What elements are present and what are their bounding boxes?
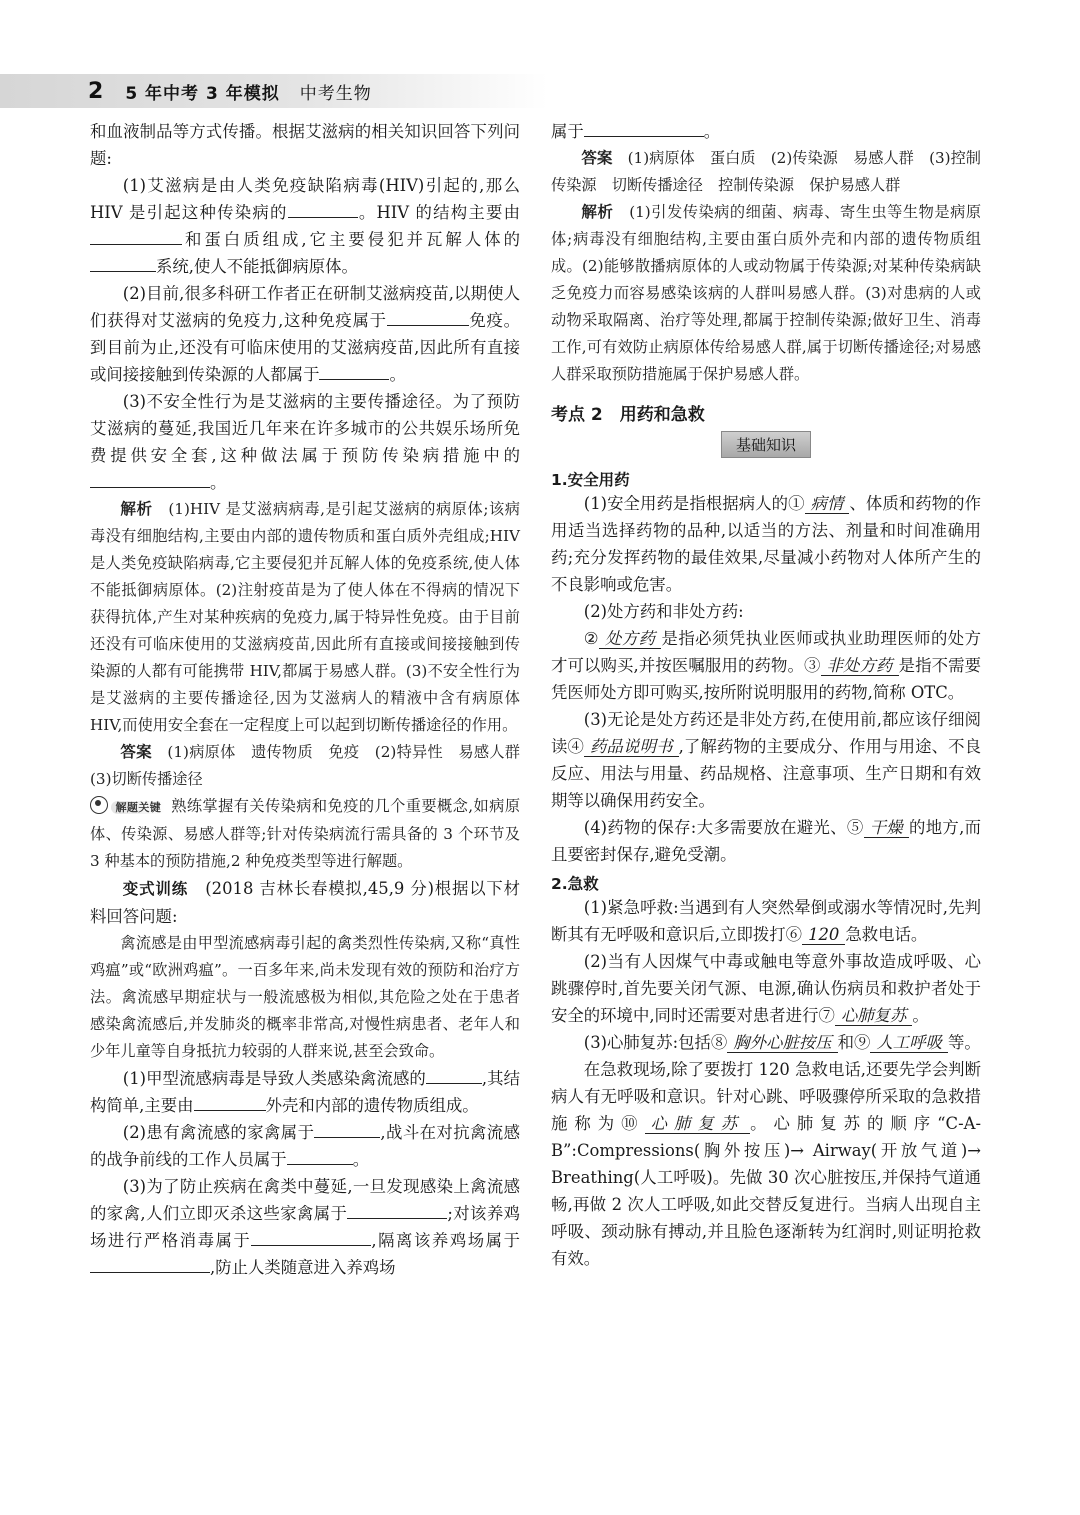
variant-training-header: 变式训练 (2018 吉林长春模拟,45,9 分)根据以下材料回答问题: xyxy=(90,879,520,926)
safe-medication-p4: (3)无论是处方药还是非处方药,在使用前,都应该仔细阅读④ 药品说明书 ,了解药物的主要成分、作用与用途、不良反应、用法与用量、药品规格、注意事项、生产日期和有效期等以确保用药安全。 xyxy=(551,710,982,810)
filled-answer: 胸外心脏按压 xyxy=(727,1033,837,1053)
analysis-block: 解析 (1)引发传染病的细菌、病毒、寄生虫等生物是病原体;病毒没有细胞结构,主要由蛋白质外壳和内部的遗传物质组成。(2)能够散播病原体的人或动物属于传染源;对某种传染病缺乏免疫力而容易感染该病的人群叫易感人群。(3)对患病的人或动物采取隔离、治疗等处理,都属于控制传染源;做好卫生、消毒工作,可有效防止病原体传给易感人群,属于切断传播途径;对易感人群采取预防措施属于保护易感人群。 xyxy=(551,203,982,383)
answer-blank[interactable] xyxy=(319,361,389,380)
key-point-block: 解题关键 熟练掌握有关传染病和免疫的几个重要概念,如病原体、传染源、易感人群等;针对传染病流行需具备的 3 个环节及 3 种基本的预防措施,2 种免疫类型等进行解题。 xyxy=(90,797,521,870)
answer-blank[interactable] xyxy=(426,1065,482,1084)
first-aid-p3: (3)心肺复苏:包括⑧ 胸外心脏按压 和⑨ 人工呼吸 等。 xyxy=(583,1033,981,1052)
first-aid-p1: (1)紧急呼救:当遇到有人突然晕倒或溺水等情况时,先判断其有无呼吸和意识后,立即拨打⑥ 120 急救电话。 xyxy=(551,898,981,944)
first-aid-p2: (2)当有人因煤气中毒或触电等意外事故造成呼吸、心跳骤停时,首先要关闭气源、电源,确认伤病员和救护者处于安全的环境中,同时还需要对患者进行⑦ 心肺复苏 。 xyxy=(551,952,981,1025)
answer-blank[interactable] xyxy=(288,199,358,218)
material-text: 禽流感是由甲型流感病毒引起的禽类烈性传染病,又称“真性鸡瘟”或“欧洲鸡瘟”。一百多年来,尚未发现有效的预防和治疗方法。禽流感早期症状与一般流感极为相似,其危险之处在于患者感染禽流感后,并发肺炎的概率非常高,对慢性病患者、老年人和少年儿童等自身抵抗力较弱的人群来说,甚至会致命。 xyxy=(90,934,520,1060)
filled-answer: 非处方药 xyxy=(821,656,899,676)
safe-medication-p3: ② 处方药 是指必须凭执业医师或执业助理医师的处方才可以购买,并按医嘱服用的药物。③ 非处方药 是指不需要凭医师处方即可购买,按所附说明服用的药物,简称 OTC。 xyxy=(551,629,982,702)
page-number: 2 xyxy=(88,78,104,104)
question-3: (3)不安全性行为是艾滋病的主要传播途径。为了预防艾滋病的蔓延,我国近几年来在许多城市的公共娱乐场所免费提供安全套,这种做法属于预防传染病措施中的。 xyxy=(90,392,520,492)
first-aid-p4: 在急救现场,除了要拨打 120 急救电话,还要先学会判断病人有无呼吸和意识。针对心跳、呼吸骤停所采取的急救措施称为⑩ 心肺复苏 。心肺复苏的顺序“C-A-B”:Compressions(胸外按压)→ Airway(开放气道)→ Breathing(人工呼吸)。先做 30 次心脏按压,并保持气道通畅,再做 2 次人工呼吸,如此交替反复进行。当病人出现自主呼吸、颈动脉有搏动,并且脸色逐渐转为红润时,则证明抢救有效。 xyxy=(551,1060,982,1268)
basic-knowledge-badge: 基础知识 xyxy=(721,431,811,458)
book-subject: 中考生物 xyxy=(299,83,372,104)
analysis-label: 解析 xyxy=(120,500,153,518)
answer-blank[interactable] xyxy=(387,307,469,326)
right-column xyxy=(551,118,981,1272)
answer-blank[interactable] xyxy=(287,1146,353,1165)
variant-question-1: (1)甲型流感病毒是导致人类感染禽流感的 ,其结构简单,主要由 外壳和内部的遗传物质组成。 xyxy=(90,1065,520,1119)
section-title: 考点 2 用药和急救 xyxy=(551,405,705,425)
analysis-label: 解析 xyxy=(581,203,614,221)
question-2: (2)目前,很多科研工作者正在研制艾滋病疫苗,以期使人们获得对艾滋病的免疫力,这种免疫属于 免疫。到目前为止,还没有可临床使用的艾滋病疫苗,因此所有直接或间接接触到传染源的人都属于 。 xyxy=(90,284,520,384)
filled-answer: 药品说明书 xyxy=(584,737,679,757)
answer-blank[interactable] xyxy=(90,226,182,245)
analysis-block: 解析 (1)HIV 是艾滋病病毒,是引起艾滋病的病原体;该病毒没有细胞结构,主要由内部的遗传物质和蛋白质外壳组成;HIV 是人类免疫缺陷病毒,它主要侵犯并瓦解人体的免疫系统,使人体不能抵御病原体。(2)注射疫苗是为了使人体在不得病的情况下获得抗体,产生对某种疾病的免疫力,属于特异性免疫。由于目前还没有可临床使用的艾滋病疫苗,因此所有直接或间接接触到传染源的人都有可能携带 HIV,都属于易感人群。(3)不安全性行为是艾滋病的主要传播途径,因为艾滋病人的精液中含有病原体 HIV,而使用安全套在一定程度上可以起到切断传播途径的作用。 xyxy=(90,500,520,734)
answer-label: 答案 xyxy=(581,149,613,167)
key-point-label: 解题关键 xyxy=(111,801,165,814)
answer-blank[interactable] xyxy=(251,1227,371,1246)
filled-answer: 处方药 xyxy=(599,629,662,649)
answer-block: 答案 (1)病原体 蛋白质 (2)传染源 易感人群 (3)控制传染源 切断传播途径 控制传染源 保护易感人群 xyxy=(551,149,981,194)
page-header xyxy=(88,76,372,106)
filled-answer: 心肺复苏 xyxy=(645,1114,751,1134)
book-title: 5 年中考 3 年模拟 xyxy=(125,83,280,104)
answer-label: 答案 xyxy=(120,743,152,761)
answer-blank[interactable] xyxy=(314,1119,380,1138)
answer-block: 答案 (1)病原体 遗传物质 免疫 (2)特异性 易感人群 (3)切断传播途径 xyxy=(90,743,536,788)
question-1: (1)艾滋病是由人类免疫缺陷病毒(HIV)引起的,那么 HIV 是引起这种传染病的 。HIV 的结构主要由和蛋白质组成,它主要侵犯并瓦解人体的系统,使人不能抵御病原体。 xyxy=(90,176,520,276)
answer-blank[interactable] xyxy=(90,469,210,488)
filled-answer: 干燥 xyxy=(864,818,909,838)
filled-answer: 心肺复苏 xyxy=(835,1006,913,1026)
variant-question-2: (2)患有禽流感的家禽属于 ,战斗在对抗禽流感的战争前线的工作人员属于 。 xyxy=(90,1119,520,1173)
filled-answer: 病情 xyxy=(805,494,850,514)
answer-blank[interactable] xyxy=(347,1200,447,1219)
question-continuation: 属于 。 xyxy=(551,118,981,145)
answer-blank[interactable] xyxy=(194,1092,266,1111)
answer-blank[interactable] xyxy=(584,118,704,137)
filled-answer: 120 xyxy=(802,925,845,945)
variant-question-3: (3)为了防止疾病在禽类中蔓延,一旦发现感染上禽流感的家禽,人们立即灭杀这些家禽属于 ;对该养鸡场进行严格消毒属于 ,隔离该养鸡场属于,防止人类随意进入养鸡场 xyxy=(90,1177,520,1277)
filled-answer: 人工呼吸 xyxy=(870,1033,948,1053)
variant-label: 变式训练 xyxy=(122,880,189,898)
left-column xyxy=(90,118,536,1281)
safe-medication-p5: (4)药物的保存:大多需要放在避光、⑤ 干燥 的地方,而且要密封保存,避免受潮。 xyxy=(551,818,981,864)
subsection-title-safe-medication: 1.安全用药 xyxy=(551,471,630,489)
answer-blank[interactable] xyxy=(90,253,156,272)
safe-medication-p2: (2)处方药和非处方药: xyxy=(583,602,744,621)
answer-blank[interactable] xyxy=(90,1254,210,1273)
safe-medication-p1: (1)安全用药是指根据病人的① 病情 、体质和药物的作用适当选择药物的品种,以适当的方法、剂量和时间准确用药;充分发挥药物的最佳效果,尽量减小药物对人体所产生的不良影响或危害。 xyxy=(551,494,982,594)
subsection-title-first-aid: 2.急救 xyxy=(551,875,599,893)
intro-text: 和血液制品等方式传播。根据艾滋病的相关知识回答下列问题: xyxy=(90,122,520,168)
lightbulb-icon xyxy=(90,796,108,814)
